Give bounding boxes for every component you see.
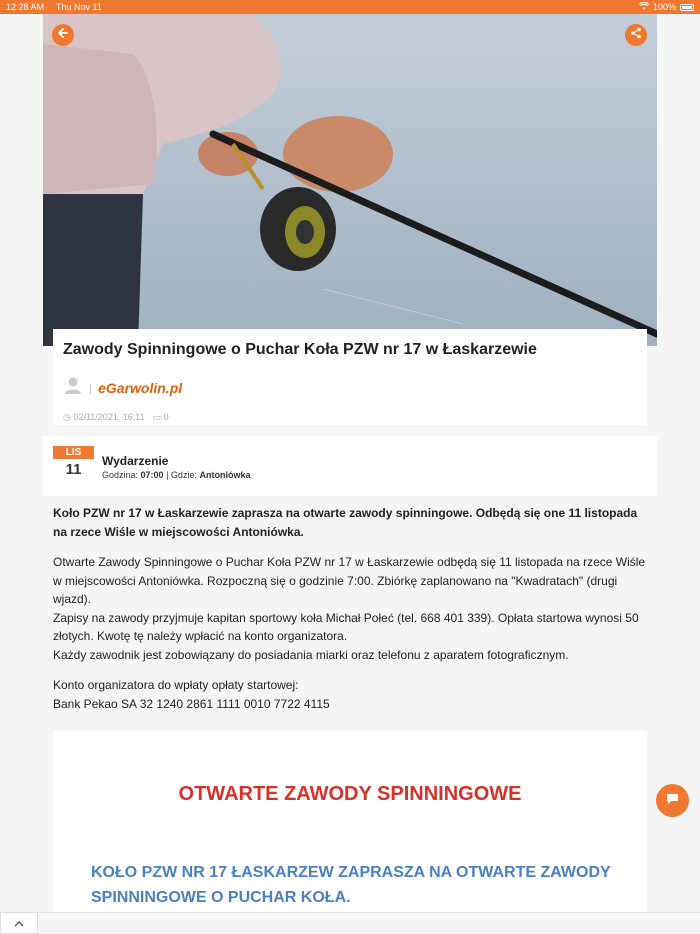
- clock-icon: ◷: [63, 412, 71, 422]
- chat-icon: [666, 792, 679, 810]
- source-divider: |: [89, 380, 93, 395]
- article-lead: Koło PZW nr 17 w Łaskarzewie zaprasza na otwarte zawody spinningowe. Odbędą się one 11 listopada na rzece Wiśle w miejscowości Antoniówka.: [53, 506, 638, 539]
- event-month: LIS: [53, 446, 94, 459]
- battery-percent: 100%: [652, 2, 676, 12]
- event-day: 11: [65, 461, 82, 478]
- event-card[interactable]: [43, 436, 657, 496]
- article-header: [53, 329, 647, 425]
- event-poster: [53, 730, 647, 934]
- event-place: Antoniówka: [199, 470, 251, 480]
- wifi-icon: [639, 2, 649, 12]
- event-date-badge: [53, 446, 94, 486]
- event-details: Godzina: 07:00 | Gdzie: Antoniówka: [102, 470, 251, 480]
- chevron-up-icon: [14, 914, 24, 932]
- source-row: [63, 375, 637, 400]
- comment-icon: ▭: [152, 412, 162, 422]
- event-info: [102, 446, 250, 486]
- chat-button[interactable]: [656, 784, 689, 817]
- share-icon: [630, 26, 642, 44]
- article-title: Zawody Spinningowe o Puchar Koła PZW nr 17 w Łaskarzewie: [63, 341, 537, 358]
- arrow-left-icon: [57, 26, 69, 44]
- poster-subtitle: KOŁO PZW NR 17 ŁASKARZEW ZAPRASZA NA OTWARTE ZAWODY SPINNINGOWE O PUCHAR KOŁA.: [91, 864, 611, 906]
- article-meta: [63, 412, 637, 423]
- status-bar: [0, 0, 700, 14]
- poster-title: OTWARTE ZAWODY SPINNINGOWE: [178, 783, 522, 805]
- comments-count[interactable]: ▭ 0: [152, 412, 169, 422]
- bottom-bar: [0, 912, 700, 934]
- back-button[interactable]: [52, 24, 74, 46]
- scroll-up-button[interactable]: [0, 912, 38, 934]
- status-time: 12:28 AM: [6, 2, 45, 12]
- status-date: Thu Nov 11: [56, 2, 102, 12]
- battery-icon: [680, 4, 694, 11]
- source-logo[interactable]: eGarwolin.pl: [98, 379, 183, 396]
- fishing-photo: [43, 14, 657, 346]
- event-title: Wydarzenie: [102, 454, 169, 468]
- share-button[interactable]: [625, 24, 647, 46]
- avatar: [63, 375, 83, 400]
- published-date: ◷ 02/11/2021, 16:11: [63, 412, 145, 422]
- account-info: Konto organizatora do wpłaty opłaty startowej: Bank Pekao SA 32 1240 2861 1111 0010 7722 4115: [53, 678, 330, 711]
- hero-image: [43, 14, 657, 346]
- article-body: [53, 504, 653, 725]
- bank-account: Bank Pekao SA 32 1240 2861 1111 0010 7722 4115: [53, 696, 330, 711]
- event-time: 07:00: [140, 470, 164, 480]
- article-paragraph: Otwarte Zawody Spinningowe o Puchar Koła PZW nr 17 w Łaskarzewie odbędą się 11 listopada na rzece Wiśle w miejscowości Antoniówka. Rozpoczną się o godzinie 7:00. Zbiórkę zaplanowano na "Kwadratach" (drugi wjazd). Zapisy na zawody przyjmuje kapitan sportowy koła Michał Połeć (tel. 668 401 339). Opłata startowa wynosi 50 złotych. Kwotę tę należy wpłacić na konto organizatora. Każdy zawodnik jest zobowiązany do posiadania miarki oraz telefonu z aparatem fotograficznym.: [53, 555, 646, 662]
